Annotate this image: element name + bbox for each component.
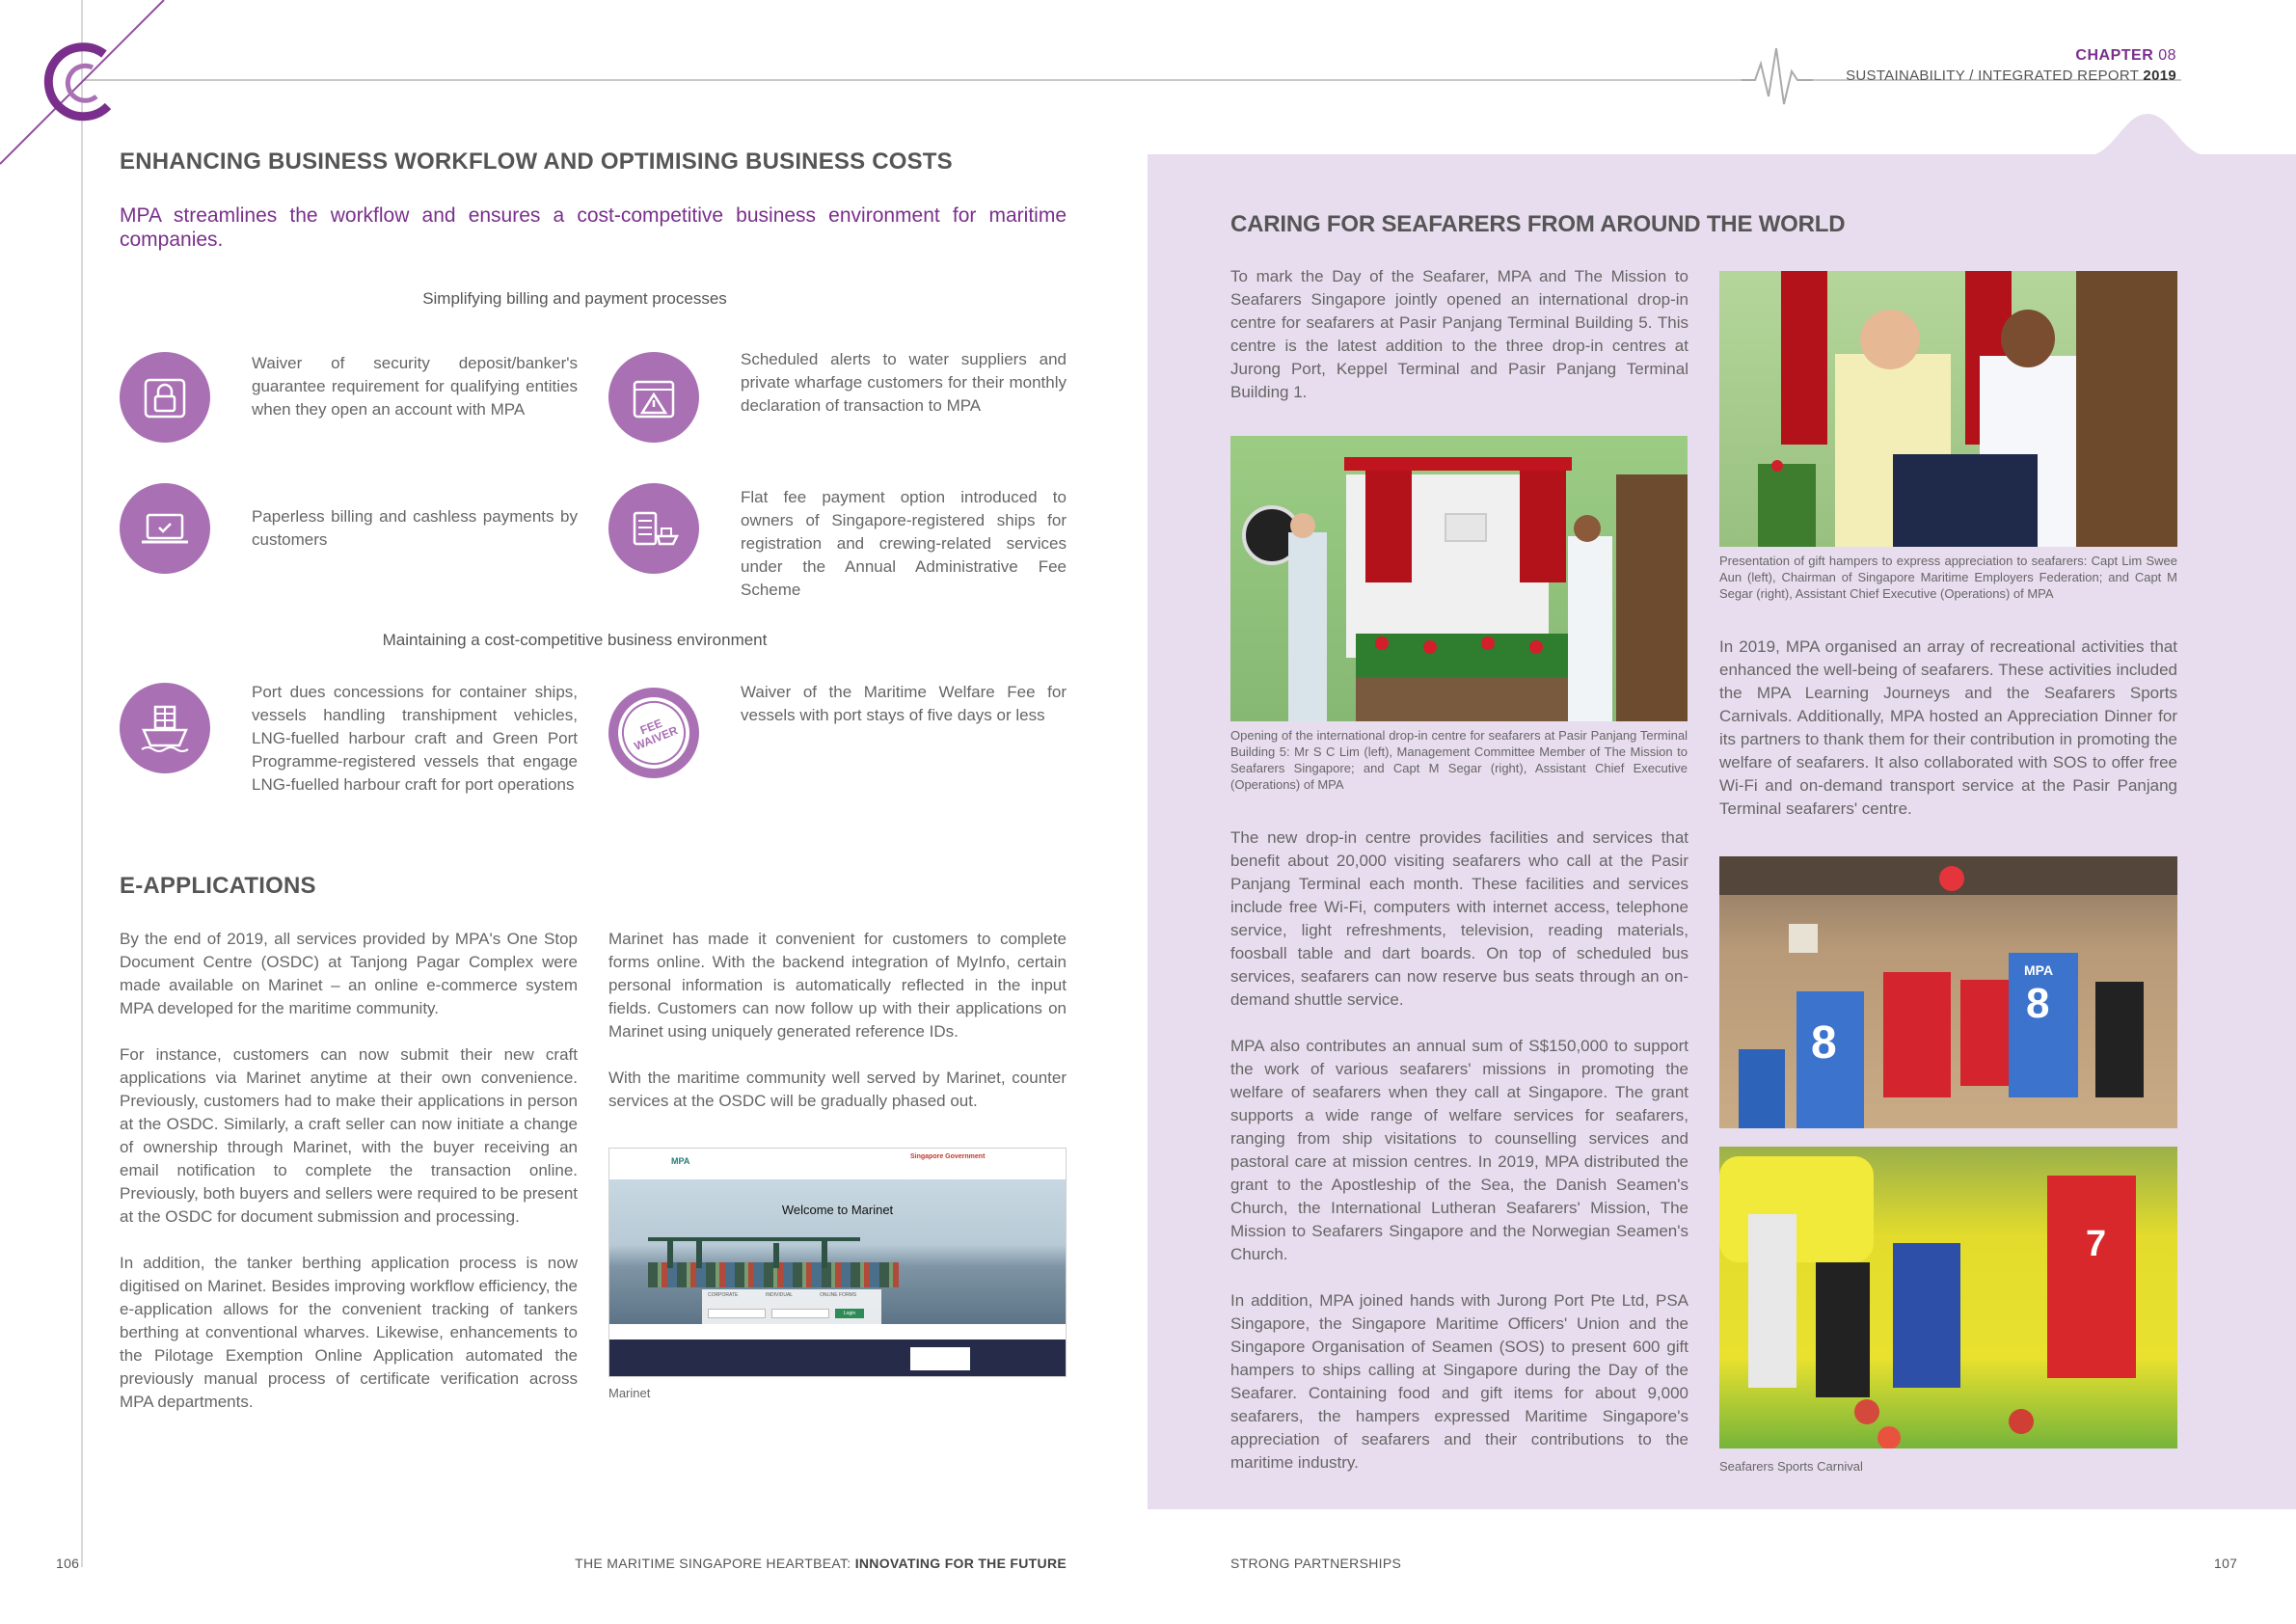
marinet-login-panel (702, 1289, 881, 1330)
feature-flat-fee: Flat fee payment option introduced to owners of Singapore-registered ships for registration and crewing-related services under the Annual Administrative Fee Scheme (741, 488, 1067, 599)
eapp-paragraph: By the end of 2019, all services provided by MPA's One Stop Document Centre (OSDC) at Tanjong Pagar Complex were made available on Marinet – an online e-commerce system MPA developed for the maritime community. (120, 930, 578, 1017)
subhead-costs: Maintaining a cost-competitive business environment (382, 631, 768, 649)
header-rule (83, 79, 1742, 81)
fee-waiver-stamp-icon (608, 688, 699, 778)
photo-sports-carnival-1 (1719, 856, 2177, 1128)
marinet-logo: MPA (671, 1156, 690, 1166)
eapp-column-1 (120, 928, 578, 1414)
eapp-paragraph: In addition, the tanker berthing application process is now digitised on Marinet. Besides improving workflow efficiency, the e-application allows for the convenient tracking of tankers berthing at conventional wharves. Likewise, enhancements to the Pilotage Exemption Online Application automated the previously manual process of certificate verification across MPA departments. (120, 1254, 578, 1411)
marinet-welcome-text: Welcome to Marinet (781, 1203, 894, 1217)
panel-tab (2085, 114, 2210, 156)
container-ship-icon (120, 683, 210, 773)
marinet-password-field[interactable] (771, 1309, 829, 1318)
seafarers-intro-paragraph: To mark the Day of the Seafarer, MPA and The Mission to Seafarers Singapore jointly opened an international drop-in centre for seafarers at Pasir Panjang Terminal Building 5. This centre is the latest addition to the three drop-in centres at Jurong Port, Keppel Terminal and Pasir Panjang Terminal Building 1. (1230, 267, 1688, 401)
photo-gift-hampers (1719, 271, 2177, 547)
eapp-paragraph: For instance, customers can now submit their new craft applications via Marinet anytime at their own convenience. Previously, customers had to make their applications in person at the OSDC. Similarly, a craft seller can now initiate a change of ownership through Marinet, with the buyer receiving an email notification to complete the transaction online. Previously, both buyers and sellers were required to be present at the OSDC for document submission and processing. (120, 1045, 578, 1226)
fee-waiver-stamp-text: FEE WAIVER (612, 691, 695, 774)
section-intro: MPA streamlines the workflow and ensures a cost-competitive business environment for maritime companies. (120, 204, 1067, 251)
feature-port-dues: Port dues concessions for container ships, vessels handling transhipment vehicles, LNG-fuelled harbour craft and Green Port Programme-registered vessels that engage LNG-fuelled harbour craft for port operations (252, 683, 578, 794)
jersey-number-7: 7 (2086, 1224, 2107, 1264)
marinet-footer-bar (609, 1340, 1066, 1377)
laptop-billing-icon (120, 483, 210, 574)
caption-gift-hampers: Presentation of gift hampers to express appreciation to seafarers: Capt Lim Swee Aun (left), Chairman of Singapore Maritime Employers Federation; and Capt M Segar (right), Assistant Chief Executive (Operations) of MPA (1719, 554, 2177, 601)
marinet-tab-corporate[interactable]: CORPORATE (708, 1292, 739, 1298)
photo-sports-carnival-2 (1719, 1147, 2177, 1448)
section-title-seafarers: CARING FOR SEAFARERS FROM AROUND THE WORLD (1230, 211, 1846, 237)
feature-welfare-fee-waiver: Waiver of the Maritime Welfare Fee for vessels with port stays of five days or less (741, 683, 1067, 724)
alert-calendar-icon (608, 352, 699, 443)
footer-book-title: THE MARITIME SINGAPORE HEARTBEAT: INNOVATING FOR THE FUTURE (575, 1556, 1067, 1571)
footer-section-title: STRONG PARTNERSHIPS (1230, 1556, 1402, 1571)
marinet-login-button[interactable]: Login (835, 1309, 864, 1318)
section-title-eapplications: E-APPLICATIONS (120, 873, 316, 899)
eapp-paragraph: With the maritime community well served by Marinet, counter services at the OSDC will be gradually phased out. (608, 1069, 1067, 1110)
seafarers-hampers-paragraph: In addition, MPA joined hands with Jurong Port Pte Ltd, PSA Singapore, the Singapore Maritime Officers' Union and the Singapore Organisation of Seamen (SOS) to present 600 gift hampers to ships calling at Singapore during the Day of the Seafarer. Containing food and gift items for about 9,000 seafarers, the hampers expressed Maritime Singapore's appreciation of seafarers and their contributions to the maritime industry. (1230, 1291, 1688, 1472)
jersey-text: MPA (2024, 962, 2054, 978)
marinet-gov-label: Singapore Government (910, 1153, 986, 1160)
feature-security-waiver: Waiver of security deposit/banker's guarantee requirement for qualifying entities when they open an account with MPA (252, 354, 578, 419)
marinet-caption: Marinet (608, 1386, 651, 1400)
eapp-paragraph: Marinet has made it convenient for customers to complete forms online. With the backend integration of MyInfo, certain personal information is automatically reflected in the input fields. Customers can now follow up with their applications on Marinet using uniquely generated reference IDs. (608, 930, 1067, 1041)
marinet-tab-individual[interactable]: INDIVIDUAL (766, 1292, 794, 1298)
jersey-number: 8 (1811, 1017, 1837, 1069)
marinet-login-id-field[interactable] (708, 1309, 766, 1318)
page-number-right: 107 (2214, 1556, 2238, 1571)
feature-paperless-billing: Paperless billing and cashless payments by customers (252, 507, 578, 549)
section-title-workflow: ENHANCING BUSINESS WORKFLOW AND OPTIMISING BUSINESS COSTS (120, 149, 953, 175)
marinet-screenshot (608, 1148, 1067, 1377)
padlock-icon (120, 352, 210, 443)
subhead-billing: Simplifying billing and payment processes (422, 289, 727, 308)
report-label: SUSTAINABILITY / INTEGRATED REPORT 2019 (1846, 68, 2176, 84)
heartbeat-icon (1742, 42, 1813, 110)
ship-form-icon (608, 483, 699, 574)
page-margin-line (81, 0, 83, 1567)
marinet-tab-online-forms[interactable]: ONLINE FORMS (820, 1292, 857, 1298)
photo-drop-in-centre-opening (1230, 436, 1688, 721)
chapter-label: CHAPTER 08 (2075, 47, 2176, 64)
eapp-column-2 (608, 928, 1067, 1113)
jersey-number-2: 8 (2026, 980, 2050, 1027)
caption-sports-carnival: Seafarers Sports Carnival (1719, 1459, 1863, 1474)
seafarers-facilities-paragraph: The new drop-in centre provides facilities and services that benefit about 20,000 visiting seafarers who call at the Pasir Panjang Terminal each month. These facilities and services include free Wi-Fi, computers with internet access, telephone service, light refreshments, television, reading materials, foosball table and dart boards. On top of scheduled bus services, seafarers can now reserve bus seats through an on-demand shuttle service. (1230, 828, 1688, 1009)
seafarers-grant-paragraph: MPA also contributes an annual sum of S$150,000 to support the work of various seafarers' missions in promoting the welfare of seafarers when they call at Singapore. The grant supports a wide range of welfare services for seafarers, ranging from ship visitations to counselling services and pastoral care at mission centres. In 2019, MPA distributed the grant to the Apostleship of the Sea, the Danish Seamen's Church, the International Lutheran Seafarers' Mission, The Mission to Seafarers Singapore and the Norwegian Seamen's Church. (1230, 1037, 1688, 1263)
feature-scheduled-alerts: Scheduled alerts to water suppliers and private wharfage customers for their monthly declaration of transaction to MPA (741, 350, 1067, 415)
corner-logo-mark (0, 0, 174, 169)
caption-drop-in-centre-opening: Opening of the international drop-in centre for seafarers at Pasir Panjang Terminal Building 5: Mr S C Lim (left), Management Committee Member of The Mission to Seafarers Singapore; and Capt M Segar (right), Assistant Chief Executive (Operations) of MPA (1230, 728, 1688, 792)
seafarers-activities-paragraph: In 2019, MPA organised an array of recreational activities that enhanced the well-being of seafarers. These activities included the MPA Learning Journeys and the Seafarers Sports Carnivals. Additionally, MPA hosted an Appreciation Dinner for its partners to thank them for their contribution in promoting the welfare of seafarers. It also collaborated with SOS to offer free Wi-Fi and on-demand transport service at the Pasir Panjang Terminal seafarers' centre. (1719, 637, 2177, 818)
page-number-left: 106 (56, 1556, 80, 1571)
